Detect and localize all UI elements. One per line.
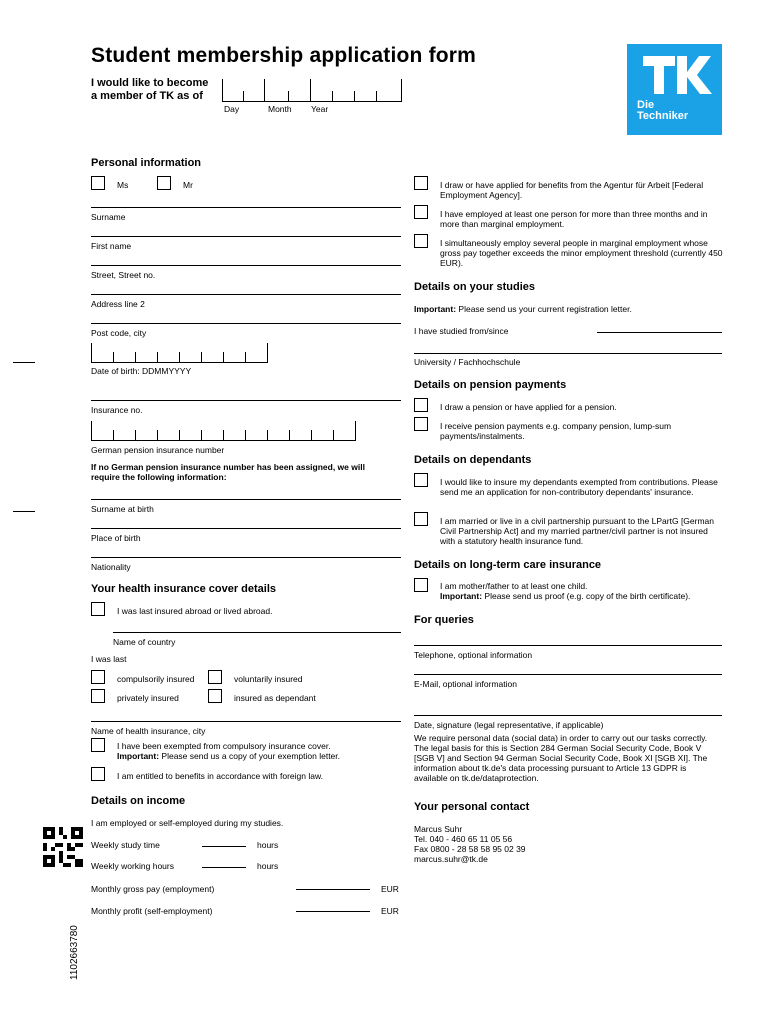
first-name-input[interactable] bbox=[91, 236, 401, 237]
pension-no-input[interactable] bbox=[91, 421, 356, 441]
pension-no-label: German pension insurance number bbox=[91, 445, 225, 455]
ms-label: Ms bbox=[117, 180, 129, 190]
studied-since-label: I have studied from/since bbox=[414, 326, 509, 336]
contact-fax: Fax 0800 - 28 58 58 95 02 39 bbox=[414, 844, 526, 854]
employ-several-checkbox[interactable] bbox=[414, 234, 428, 248]
employ-one-checkbox[interactable] bbox=[414, 205, 428, 219]
date-label-day: Day bbox=[224, 104, 240, 114]
logo-line-2: Techniker bbox=[637, 110, 689, 122]
working-hours-unit: hours bbox=[257, 861, 279, 871]
postcode-label: Post code, city bbox=[91, 328, 147, 338]
pension-draw-checkbox[interactable] bbox=[414, 398, 428, 412]
foreign-checkbox[interactable] bbox=[91, 767, 105, 781]
employed-label: I am employed or self-employed during my studies. bbox=[91, 818, 284, 828]
foreign-label: I am entitled to benefits in accordance with foreign law. bbox=[117, 771, 324, 781]
studies-important bbox=[414, 304, 632, 314]
email-label: E-Mail, optional information bbox=[414, 679, 517, 689]
studies-heading: Details on your studies bbox=[414, 281, 536, 293]
mr-checkbox[interactable] bbox=[157, 176, 171, 190]
surname-input[interactable] bbox=[91, 207, 401, 208]
parent-checkbox[interactable] bbox=[414, 578, 428, 592]
address2-label: Address line 2 bbox=[91, 299, 145, 309]
membership-date-field[interactable] bbox=[222, 79, 402, 102]
studied-since-input[interactable] bbox=[597, 332, 722, 333]
page-title: Student membership application form bbox=[91, 44, 477, 67]
first-name-label: First name bbox=[91, 241, 132, 251]
dob-label: Date of birth: DDMMYYYY bbox=[91, 366, 192, 376]
dependant-checkbox[interactable] bbox=[208, 689, 222, 703]
ltc-heading: Details on long-term care insurance bbox=[414, 559, 602, 571]
nationality-input[interactable] bbox=[91, 557, 401, 558]
date-label-year: Year bbox=[311, 104, 329, 114]
postcode-input[interactable] bbox=[91, 323, 401, 324]
contact-phone: Tel. 040 - 460 65 11 05 56 bbox=[414, 834, 513, 844]
married-label: I am married or live in a civil partnership pursuant to the LPartG [German Civil Partnership Act] and my married partner/civil partner is not insured with a statutory health insurance fund. bbox=[440, 516, 715, 546]
qr-code-icon bbox=[43, 827, 83, 867]
pension-heading: Details on pension payments bbox=[414, 379, 567, 391]
country-label: Name of country bbox=[113, 637, 176, 647]
contact-name: Marcus Suhr bbox=[414, 824, 463, 834]
ltc-important-label: Important: bbox=[440, 591, 483, 601]
street-label: Street, Street no. bbox=[91, 270, 156, 280]
surname-label: Surname bbox=[91, 212, 126, 222]
study-hours-unit: hours bbox=[257, 840, 279, 850]
exempted-text bbox=[117, 741, 397, 761]
was-last-label: I was last bbox=[91, 654, 127, 664]
health-heading: Your health insurance cover details bbox=[91, 583, 277, 595]
country-input[interactable] bbox=[113, 632, 401, 633]
mr-label: Mr bbox=[183, 180, 193, 190]
pension-receive-label: I receive pension payments e.g. company pension, lump-sum payments/instalments. bbox=[440, 421, 672, 441]
dob-input[interactable] bbox=[91, 343, 268, 363]
privacy-text: We require personal data (social data) in order to carry out our tasks correctly. The legal basis for this is Section 284 German Social Security Code, Book V [SGB V] and Section 94 German Social Security Code, Book XI [SGB XI]. The information about tk.de's data processing pursuant to Article 13 GDPR is available on tk.de/dataprotection. bbox=[414, 733, 708, 783]
agentur-label: I draw or have applied for benefits from the Agentur für Arbeit [Federal Employment Agency]. bbox=[440, 180, 704, 200]
place-birth-input[interactable] bbox=[91, 528, 401, 529]
insurance-no-label: Insurance no. bbox=[91, 405, 143, 415]
voluntary-label: voluntarily insured bbox=[234, 674, 303, 684]
abroad-checkbox[interactable] bbox=[91, 602, 105, 616]
exempted-important-text: Please send us a copy of your exemption letter. bbox=[161, 751, 341, 761]
working-hours-input[interactable] bbox=[202, 867, 246, 868]
private-checkbox[interactable] bbox=[91, 689, 105, 703]
barcode-number: 1102663780 bbox=[69, 925, 80, 980]
address2-input[interactable] bbox=[91, 294, 401, 295]
private-label: privately insured bbox=[117, 693, 179, 703]
profit-eur: EUR bbox=[381, 906, 399, 916]
pension-receive-checkbox[interactable] bbox=[414, 417, 428, 431]
no-pension-note: If no German pension insurance number has been assigned, we will require the following information: bbox=[91, 462, 365, 482]
signature-input[interactable] bbox=[414, 715, 722, 716]
employ-several-label: I simultaneously employ several people in marginal employment whose gross pay together exceeds the minor employment threshold (currently 450 EUR). bbox=[440, 238, 723, 268]
ltc-important-text: Please send us proof (e.g. copy of the birth certificate). bbox=[484, 591, 691, 601]
income-heading: Details on income bbox=[91, 795, 186, 807]
contact-block bbox=[414, 824, 526, 864]
street-input[interactable] bbox=[91, 265, 401, 266]
intro-line-1: I would like to become bbox=[91, 77, 209, 89]
date-label-month: Month bbox=[268, 104, 292, 114]
surname-birth-label: Surname at birth bbox=[91, 504, 154, 514]
dependants-heading: Details on dependants bbox=[414, 454, 532, 466]
email-input[interactable] bbox=[414, 674, 722, 675]
gross-label: Monthly gross pay (employment) bbox=[91, 884, 215, 894]
personal-heading: Personal information bbox=[91, 157, 202, 169]
employ-one-label: I have employed at least one person for more than three months and in more than marginal employment. bbox=[440, 209, 708, 229]
insurance-name-input[interactable] bbox=[91, 721, 401, 722]
insurance-name-label: Name of health insurance, city bbox=[91, 726, 206, 736]
phone-label: Telephone, optional information bbox=[414, 650, 533, 660]
compulsory-label: compulsorily insured bbox=[117, 674, 195, 684]
study-time-label: Weekly study time bbox=[91, 840, 160, 850]
contact-email[interactable]: marcus.suhr@tk.de bbox=[414, 854, 488, 864]
contact-heading: Your personal contact bbox=[414, 801, 530, 813]
studies-important-text: Please send us your current registration letter. bbox=[458, 304, 632, 314]
exempted-important-label: Important: bbox=[117, 751, 160, 761]
university-input[interactable] bbox=[414, 353, 722, 354]
compulsory-checkbox[interactable] bbox=[91, 670, 105, 684]
exempted-label: I have been exempted from compulsory insurance cover. bbox=[117, 741, 331, 751]
gross-input[interactable] bbox=[296, 889, 370, 890]
nationality-label: Nationality bbox=[91, 562, 131, 572]
logo-line-1: Die bbox=[637, 99, 655, 111]
gross-eur: EUR bbox=[381, 884, 399, 894]
queries-heading: For queries bbox=[414, 614, 474, 626]
dependants-insure-checkbox[interactable] bbox=[414, 473, 428, 487]
dependants-insure-label: I would like to insure my dependants exempted from contributions. Please send me an application for non-contributory dependants' insurance. bbox=[440, 477, 718, 497]
phone-input[interactable] bbox=[414, 645, 722, 646]
ms-checkbox[interactable] bbox=[91, 176, 105, 190]
profit-input[interactable] bbox=[296, 911, 370, 912]
university-label: University / Fachhochschule bbox=[414, 357, 521, 367]
studies-important-label: Important: bbox=[414, 304, 457, 314]
tk-logo bbox=[627, 44, 722, 135]
intro-line-2: a member of TK as of bbox=[91, 90, 203, 102]
signature-label: Date, signature (legal representative, if applicable) bbox=[414, 720, 604, 730]
dependant-label: insured as dependant bbox=[234, 693, 316, 703]
exempted-checkbox[interactable] bbox=[91, 738, 105, 752]
tk-logo-icon bbox=[627, 44, 722, 99]
parent-label: I am mother/father to at least one child. bbox=[440, 581, 588, 591]
agentur-checkbox[interactable] bbox=[414, 176, 428, 190]
membership-intro bbox=[91, 77, 231, 103]
surname-birth-input[interactable] bbox=[91, 499, 401, 500]
pension-draw-label: I draw a pension or have applied for a pension. bbox=[440, 402, 617, 412]
voluntary-checkbox[interactable] bbox=[208, 670, 222, 684]
study-time-input[interactable] bbox=[202, 846, 246, 847]
parent-text bbox=[440, 581, 725, 601]
profit-label: Monthly profit (self-employment) bbox=[91, 906, 213, 916]
abroad-label: I was last insured abroad or lived abroad. bbox=[117, 606, 273, 616]
place-birth-label: Place of birth bbox=[91, 533, 141, 543]
insurance-no-input[interactable] bbox=[91, 400, 401, 401]
working-hours-label: Weekly working hours bbox=[91, 861, 174, 871]
married-checkbox[interactable] bbox=[414, 512, 428, 526]
